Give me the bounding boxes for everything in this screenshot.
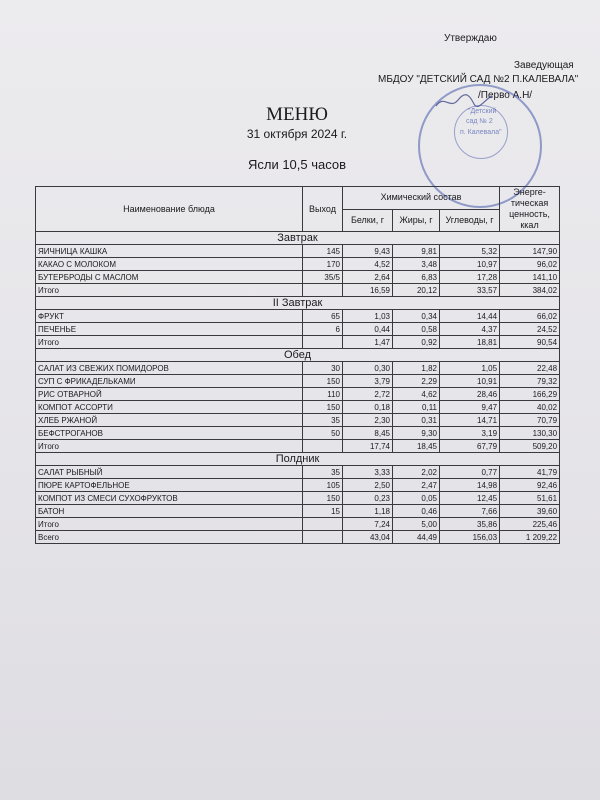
total-protein: 16,59 bbox=[343, 284, 393, 297]
dish-protein: 2,50 bbox=[343, 479, 393, 492]
dish-energy: 92,46 bbox=[500, 479, 560, 492]
dish-protein: 0,44 bbox=[343, 323, 393, 336]
header-chemical-composition: Химический состав bbox=[343, 187, 500, 210]
dish-fat: 0,05 bbox=[393, 492, 440, 505]
dish-output: 35/5 bbox=[303, 271, 343, 284]
dish-carb: 3,19 bbox=[440, 427, 500, 440]
section-total-row bbox=[36, 518, 560, 531]
dish-carb: 5,32 bbox=[440, 245, 500, 258]
grand-total-row bbox=[36, 531, 560, 544]
dish-protein: 0,23 bbox=[343, 492, 393, 505]
dish-energy: 141,10 bbox=[500, 271, 560, 284]
dish-output: 150 bbox=[303, 375, 343, 388]
dish-energy: 166,29 bbox=[500, 388, 560, 401]
dish-output: 50 bbox=[303, 427, 343, 440]
total-output-empty bbox=[303, 440, 343, 453]
dish-row bbox=[36, 362, 560, 375]
dish-output: 170 bbox=[303, 258, 343, 271]
total-output-empty bbox=[303, 518, 343, 531]
section-header-row bbox=[36, 453, 560, 466]
dish-output: 15 bbox=[303, 505, 343, 518]
section-total-row bbox=[36, 336, 560, 349]
stamp-line-1: "Детский bbox=[468, 108, 497, 115]
section-title: Полдник bbox=[36, 453, 560, 466]
grand-total-output-empty bbox=[303, 531, 343, 544]
dish-protein: 8,45 bbox=[343, 427, 393, 440]
dish-fat: 0,34 bbox=[393, 310, 440, 323]
section-header-row bbox=[36, 349, 560, 362]
dish-row bbox=[36, 401, 560, 414]
approval-signature-name: /Перво А.Н/ bbox=[478, 90, 533, 101]
total-energy: 225,46 bbox=[500, 518, 560, 531]
total-label: Итого bbox=[36, 440, 303, 453]
dish-row bbox=[36, 271, 560, 284]
dish-fat: 2,29 bbox=[393, 375, 440, 388]
dish-row bbox=[36, 414, 560, 427]
stamp-line-3: п. Калевала" bbox=[460, 129, 502, 136]
dish-energy: 70,79 bbox=[500, 414, 560, 427]
grand-total-carb: 156,03 bbox=[440, 531, 500, 544]
menu-table bbox=[35, 186, 560, 544]
total-output-empty bbox=[303, 336, 343, 349]
total-protein: 7,24 bbox=[343, 518, 393, 531]
dish-carb: 9,47 bbox=[440, 401, 500, 414]
dish-protein: 3,33 bbox=[343, 466, 393, 479]
section-header-row bbox=[36, 232, 560, 245]
section-title: Завтрак bbox=[36, 232, 560, 245]
dish-fat: 0,46 bbox=[393, 505, 440, 518]
dish-name: КОМПОТ АССОРТИ bbox=[36, 401, 303, 414]
dish-row bbox=[36, 245, 560, 258]
dish-protein: 2,30 bbox=[343, 414, 393, 427]
dish-row bbox=[36, 427, 560, 440]
total-carb: 33,57 bbox=[440, 284, 500, 297]
dish-carb: 4,37 bbox=[440, 323, 500, 336]
dish-name: ПЮРЕ КАРТОФЕЛЬНОЕ bbox=[36, 479, 303, 492]
dish-energy: 24,52 bbox=[500, 323, 560, 336]
total-protein: 1,47 bbox=[343, 336, 393, 349]
dish-carb: 28,46 bbox=[440, 388, 500, 401]
dish-output: 65 bbox=[303, 310, 343, 323]
dish-carb: 12,45 bbox=[440, 492, 500, 505]
dish-protein: 1,18 bbox=[343, 505, 393, 518]
total-energy: 509,20 bbox=[500, 440, 560, 453]
dish-output: 150 bbox=[303, 492, 343, 505]
dish-row bbox=[36, 479, 560, 492]
dish-output: 35 bbox=[303, 466, 343, 479]
stamp-line-2: сад № 2 bbox=[466, 118, 493, 125]
approval-title: Утверждаю bbox=[444, 33, 497, 44]
dish-protein: 3,79 bbox=[343, 375, 393, 388]
total-carb: 67,79 bbox=[440, 440, 500, 453]
dish-name: ПЕЧЕНЬЕ bbox=[36, 323, 303, 336]
header-output: Выход bbox=[303, 187, 343, 232]
dish-protein: 1,03 bbox=[343, 310, 393, 323]
dish-energy: 79,32 bbox=[500, 375, 560, 388]
menu-table-body bbox=[36, 232, 560, 544]
dish-carb: 14,44 bbox=[440, 310, 500, 323]
total-protein: 17,74 bbox=[343, 440, 393, 453]
grand-total-label: Всего bbox=[36, 531, 303, 544]
dish-fat: 1,82 bbox=[393, 362, 440, 375]
dish-protein: 0,18 bbox=[343, 401, 393, 414]
dish-name: ЯИЧНИЦА КАШКА bbox=[36, 245, 303, 258]
total-fat: 20,12 bbox=[393, 284, 440, 297]
dish-row bbox=[36, 505, 560, 518]
header-fat: Жиры, г bbox=[393, 209, 440, 232]
dish-name: ФРУКТ bbox=[36, 310, 303, 323]
dish-fat: 6,83 bbox=[393, 271, 440, 284]
total-label: Итого bbox=[36, 336, 303, 349]
dish-fat: 0,31 bbox=[393, 414, 440, 427]
dish-fat: 2,47 bbox=[393, 479, 440, 492]
dish-name: БАТОН bbox=[36, 505, 303, 518]
dish-carb: 7,66 bbox=[440, 505, 500, 518]
dish-row bbox=[36, 466, 560, 479]
dish-protein: 9,43 bbox=[343, 245, 393, 258]
dish-name: БУТЕРБРОДЫ С МАСЛОМ bbox=[36, 271, 303, 284]
menu-date: 31 октября 2024 г. bbox=[246, 127, 348, 141]
approval-org: МБДОУ "ДЕТСКИЙ САД №2 П.КАЛЕВАЛА" bbox=[378, 74, 579, 85]
total-label: Итого bbox=[36, 518, 303, 531]
total-fat: 18,45 bbox=[393, 440, 440, 453]
dish-energy: 40,02 bbox=[500, 401, 560, 414]
dish-fat: 0,58 bbox=[393, 323, 440, 336]
dish-protein: 2,64 bbox=[343, 271, 393, 284]
menu-group: Ясли 10,5 часов bbox=[247, 157, 347, 172]
dish-row bbox=[36, 323, 560, 336]
grand-total-protein: 43,04 bbox=[343, 531, 393, 544]
section-title: II Завтрак bbox=[36, 297, 560, 310]
dish-energy: 22,48 bbox=[500, 362, 560, 375]
grand-total-fat: 44,49 bbox=[393, 531, 440, 544]
total-fat: 5,00 bbox=[393, 518, 440, 531]
dish-protein: 0,30 bbox=[343, 362, 393, 375]
dish-name: РИС ОТВАРНОЙ bbox=[36, 388, 303, 401]
approval-position: Заведующая bbox=[514, 60, 574, 71]
dish-carb: 10,97 bbox=[440, 258, 500, 271]
dish-output: 145 bbox=[303, 245, 343, 258]
dish-carb: 17,28 bbox=[440, 271, 500, 284]
dish-fat: 4,62 bbox=[393, 388, 440, 401]
dish-row bbox=[36, 492, 560, 505]
dish-energy: 130,30 bbox=[500, 427, 560, 440]
dish-row bbox=[36, 258, 560, 271]
dish-row bbox=[36, 310, 560, 323]
dish-carb: 1,05 bbox=[440, 362, 500, 375]
section-header-row bbox=[36, 297, 560, 310]
dish-fat: 3,48 bbox=[393, 258, 440, 271]
section-total-row bbox=[36, 284, 560, 297]
total-carb: 18,81 bbox=[440, 336, 500, 349]
dish-name: КОМПОТ ИЗ СМЕСИ СУХОФРУКТОВ bbox=[36, 492, 303, 505]
dish-name: ХЛЕБ РЖАНОЙ bbox=[36, 414, 303, 427]
dish-carb: 0,77 bbox=[440, 466, 500, 479]
menu-title: МЕНЮ bbox=[266, 104, 328, 125]
header-carb: Углеводы, г bbox=[440, 209, 500, 232]
total-output-empty bbox=[303, 284, 343, 297]
dish-fat: 9,81 bbox=[393, 245, 440, 258]
dish-output: 30 bbox=[303, 362, 343, 375]
dish-energy: 66,02 bbox=[500, 310, 560, 323]
grand-total-energy: 1 209,22 bbox=[500, 531, 560, 544]
dish-row bbox=[36, 388, 560, 401]
dish-protein: 4,52 bbox=[343, 258, 393, 271]
dish-protein: 2,72 bbox=[343, 388, 393, 401]
dish-name: САЛАТ ИЗ СВЕЖИХ ПОМИДОРОВ bbox=[36, 362, 303, 375]
dish-carb: 14,98 bbox=[440, 479, 500, 492]
total-energy: 384,02 bbox=[500, 284, 560, 297]
dish-name: СУП С ФРИКАДЕЛЬКАМИ bbox=[36, 375, 303, 388]
header-dish-name: Наименование блюда bbox=[36, 187, 303, 232]
dish-energy: 96,02 bbox=[500, 258, 560, 271]
dish-output: 150 bbox=[303, 401, 343, 414]
dish-name: САЛАТ РЫБНЫЙ bbox=[36, 466, 303, 479]
section-title: Обед bbox=[36, 349, 560, 362]
dish-name: КАКАО С МОЛОКОМ bbox=[36, 258, 303, 271]
dish-fat: 9,30 bbox=[393, 427, 440, 440]
dish-output: 35 bbox=[303, 414, 343, 427]
dish-energy: 51,61 bbox=[500, 492, 560, 505]
dish-output: 6 bbox=[303, 323, 343, 336]
dish-energy: 39,60 bbox=[500, 505, 560, 518]
dish-name: БЕФСТРОГАНОВ bbox=[36, 427, 303, 440]
header-energy: Энерге-тическая ценность, ккал bbox=[500, 187, 560, 232]
dish-energy: 147,90 bbox=[500, 245, 560, 258]
section-total-row bbox=[36, 440, 560, 453]
dish-output: 105 bbox=[303, 479, 343, 492]
header-protein: Белки, г bbox=[343, 209, 393, 232]
dish-fat: 0,11 bbox=[393, 401, 440, 414]
total-carb: 35,86 bbox=[440, 518, 500, 531]
dish-fat: 2,02 bbox=[393, 466, 440, 479]
dish-energy: 41,79 bbox=[500, 466, 560, 479]
dish-row bbox=[36, 375, 560, 388]
dish-carb: 14,71 bbox=[440, 414, 500, 427]
dish-carb: 10,91 bbox=[440, 375, 500, 388]
total-energy: 90,54 bbox=[500, 336, 560, 349]
total-fat: 0,92 bbox=[393, 336, 440, 349]
total-label: Итого bbox=[36, 284, 303, 297]
dish-output: 110 bbox=[303, 388, 343, 401]
